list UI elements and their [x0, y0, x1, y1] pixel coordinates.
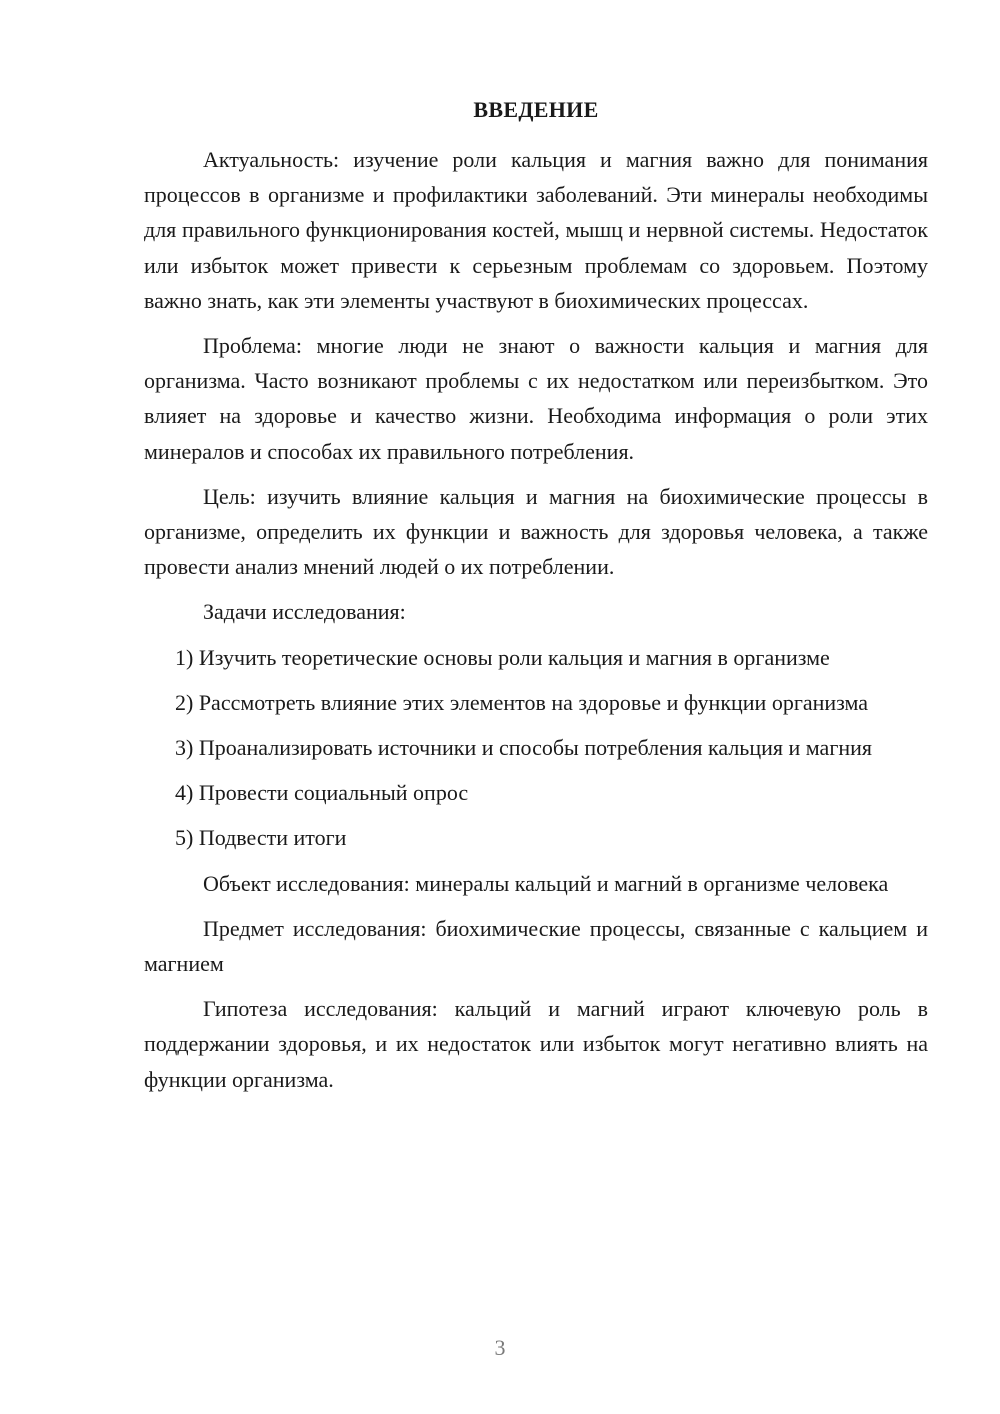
- goal-paragraph: Цель: изучить влияние кальция и магния на биохимические процессы в организме, определить их функции и важность для здоровья человека, а также провести анализ мнений людей о их потреблении.: [144, 483, 928, 580]
- relevance-paragraph: Актуальность: изучение роли кальция и магния важно для понимания процессов в организме и профилактики заболеваний. Эти минералы необходимы для правильного функционирования костей, мышц и нервной системы. Недостаток или избыток может привести к серьезным проблемам со здоровьем. Поэтому важно знать, как эти элементы участвуют в биохимических процессах.: [144, 147, 928, 313]
- subject-paragraph: Предмет исследования: биохимические процессы, связанные с кальцием и магнием: [144, 915, 928, 977]
- task-item-5: 5) Подвести итоги: [175, 825, 347, 851]
- hypothesis-paragraph: Гипотеза исследования: кальций и магний играют ключевую роль в поддержании здоровья, и их недостаток или избыток могут негативно влиять на функции организма.: [144, 996, 928, 1092]
- task-item-2: 2) Рассмотреть влияние этих элементов на здоровье и функции организма: [175, 689, 869, 715]
- section-heading: ВВЕДЕНИЕ: [473, 97, 599, 122]
- task-item-1: 1) Изучить теоретические основы роли кальция и магния в организме: [175, 644, 830, 670]
- tasks-heading: Задачи исследования:: [203, 599, 406, 625]
- task-item-3: 3) Проанализировать источники и способы потребления кальция и магния: [175, 735, 873, 761]
- task-item-4: 4) Провести социальный опрос: [175, 780, 469, 806]
- object-paragraph: Объект исследования: минералы кальций и магний в организме человека: [203, 870, 889, 896]
- problem-paragraph: Проблема: многие люди не знают о важности кальция и магния для организма. Часто возникают проблемы с их недостатком или переизбытком. Это влияет на здоровье и качество жизни. Необходима информация о роли этих минералов и способах их правильного потребления.: [144, 333, 928, 464]
- document-body: [144, 142, 928, 1107]
- page-number: 3: [494, 1335, 506, 1360]
